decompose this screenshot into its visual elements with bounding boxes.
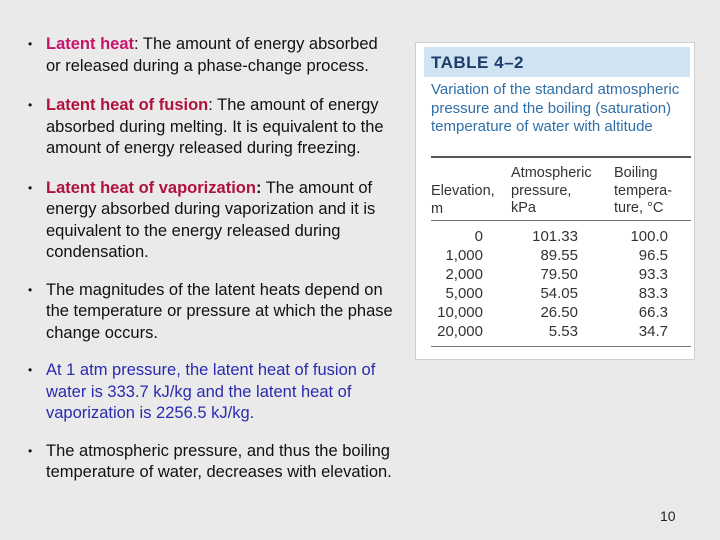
- cell-elevation: 20,000: [437, 323, 483, 340]
- header-pressure-line3: kPa: [511, 200, 536, 216]
- bullet-dot: •: [28, 363, 33, 377]
- cell-pressure: 5.53: [548, 323, 578, 340]
- cell-pressure: 101.33: [532, 228, 578, 245]
- bullet-elevation: [22, 441, 394, 484]
- bullet-dot: •: [28, 37, 33, 51]
- cell-pressure: 89.55: [540, 247, 578, 264]
- bullet-list: [22, 34, 394, 502]
- cell-elevation: 10,000: [437, 304, 483, 321]
- table-caption: Variation of the standard atmospheric pressure and the boiling (saturation) temperature of water with altitude: [431, 81, 680, 135]
- bullet-latent-heat-fusion: [22, 95, 394, 160]
- term-latent-heat-fusion: Latent heat of fusion: [46, 96, 209, 114]
- term-latent-heat-vaporization: Latent heat of vaporization: [46, 178, 256, 197]
- bullet-text: : The amount of energy absorbed during melting. It is equivalent to the amount of energy released during freezing.: [46, 96, 384, 157]
- cell-elevation: 1,000: [445, 247, 483, 264]
- cell-boiling: 83.3: [638, 285, 668, 302]
- cell-pressure: 79.50: [540, 266, 578, 283]
- bullet-1atm-values: [22, 360, 394, 425]
- term-latent-heat: Latent heat: [46, 35, 135, 53]
- bullet-latent-heat-vaporization: [22, 178, 394, 264]
- header-pressure-line2: pressure,: [511, 182, 572, 199]
- bullet-magnitudes: [22, 280, 394, 345]
- bullet-latent-heat: [22, 34, 394, 77]
- cell-elevation: 5,000: [445, 285, 483, 302]
- term-colon: :: [255, 178, 262, 197]
- bullet-text: At 1 atm pressure, the latent heat of fusion of water is 333.7 kJ/kg and the latent heat of vaporization is 2256.5 kJ/kg.: [46, 361, 376, 422]
- bullet-dot: •: [28, 443, 33, 458]
- header-elevation-line1: Elevation,: [431, 183, 495, 199]
- cell-elevation: 0: [474, 228, 483, 245]
- bullet-dot: •: [28, 98, 33, 112]
- table-panel: [415, 42, 695, 360]
- bullet-dot: •: [28, 282, 33, 297]
- cell-pressure: 26.50: [540, 304, 578, 321]
- cell-boiling: 66.3: [638, 304, 668, 321]
- bullet-text: The amount of energy absorbed during vaporization and it is equivalent to the energy released during condensation.: [46, 178, 376, 261]
- header-elevation-line2: m: [431, 200, 444, 217]
- cell-pressure: 54.05: [540, 285, 578, 302]
- table-header-rule: [431, 220, 691, 221]
- header-boiling: [614, 165, 672, 218]
- cell-boiling: 93.3: [638, 266, 668, 283]
- bullet-dot: •: [28, 180, 33, 195]
- table-title-bar: [424, 47, 690, 77]
- table-title: TABLE 4–2: [431, 53, 524, 72]
- bullet-text: The magnitudes of the latent heats depend on the temperature or pressure at which the phase change occurs.: [46, 280, 393, 342]
- bullet-text: : The amount of energy absorbed or released during a phase-change process.: [46, 35, 378, 75]
- header-boiling-line1: Boiling: [614, 165, 658, 181]
- cell-elevation: 2,000: [445, 266, 483, 283]
- header-elevation: [431, 183, 495, 218]
- cell-boiling: 100.0: [630, 228, 668, 245]
- header-boiling-line3: ture, °C: [614, 200, 664, 216]
- header-pressure: [511, 165, 592, 218]
- cell-boiling: 96.5: [638, 247, 668, 264]
- header-boiling-line2: tempera-: [614, 182, 673, 199]
- bullet-text: The atmospheric pressure, and thus the boiling temperature of water, decreases with elevation.: [46, 441, 392, 481]
- table-top-rule: [431, 156, 691, 158]
- cell-boiling: 34.7: [638, 323, 668, 340]
- header-pressure-line1: Atmospheric: [511, 165, 592, 181]
- table-bottom-rule: [431, 346, 691, 347]
- page-number: 10: [660, 508, 676, 524]
